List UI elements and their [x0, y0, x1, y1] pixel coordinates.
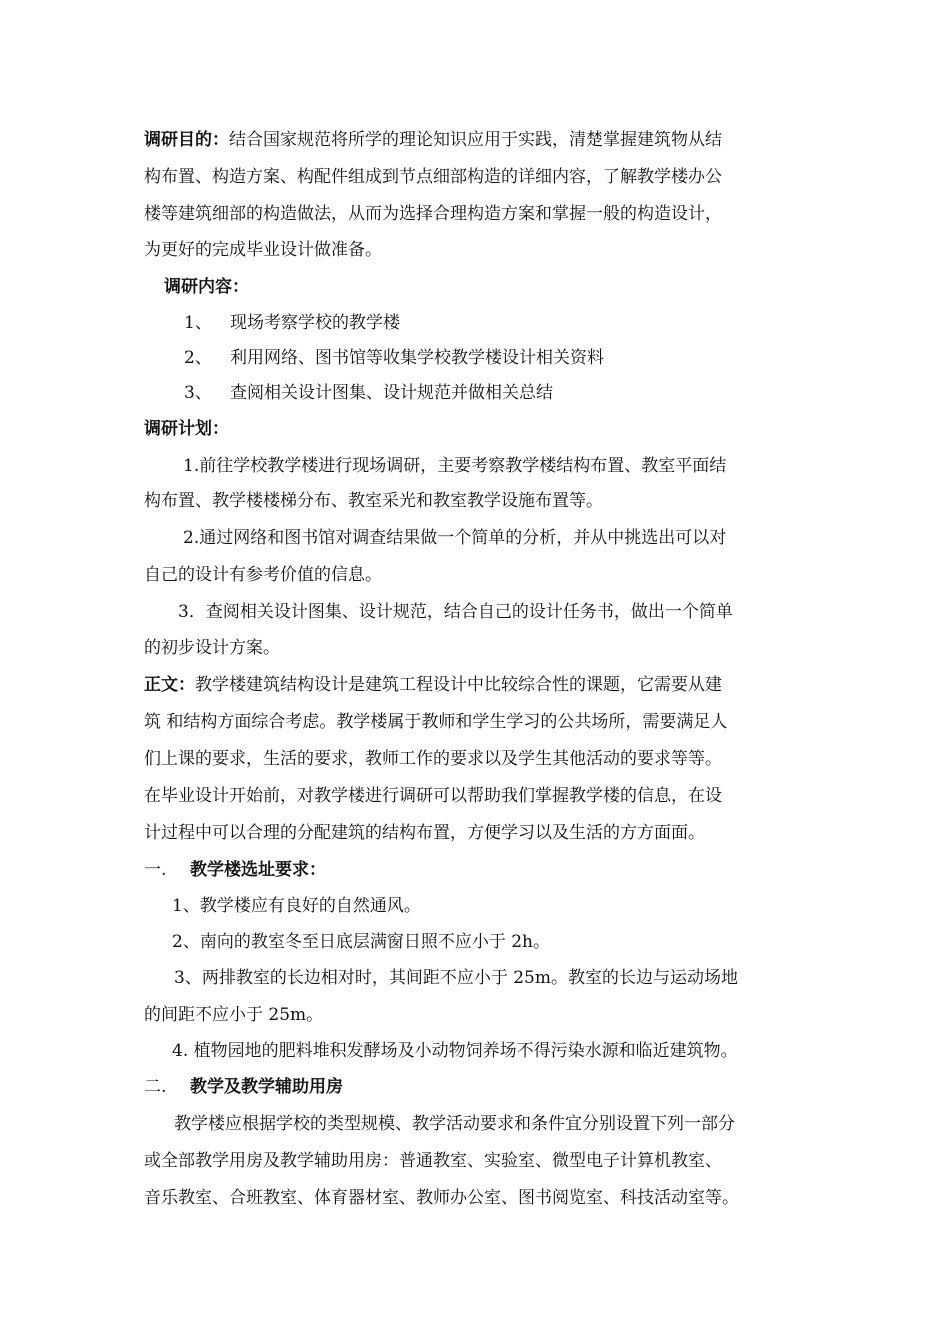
purpose-line-2: 构布置、构造方案、构配件组成到节点细部构造的详细内容，了解教学楼办公	[144, 167, 722, 187]
purpose-label: 调研目的：	[144, 130, 229, 150]
section1-heading	[144, 859, 824, 881]
content-item-number: 3、	[184, 383, 212, 403]
body-line-2: 筑 和结构方面综合考虑。教学楼属于教师和学生学习的公共场所，需要满足人	[144, 712, 728, 732]
section2-line-1: 教学楼应根据学校的类型规模、教学活动要求和条件宜分别设置下列一部分	[174, 1114, 735, 1134]
section2-line-3: 音乐教室、合班教室、体育器材室、教师办公室、图书阅览室、科技活动室等。	[144, 1188, 739, 1208]
body-line-3: 们上课的要求，生活的要求，教师工作的要求以及学生其他活动的要求等等。	[144, 749, 722, 769]
purpose-line-1	[144, 129, 824, 151]
content-item-3	[184, 382, 864, 404]
section2-heading	[144, 1076, 824, 1098]
plan-line-5: 3．查阅相关设计图集、设计规范，结合自己的设计任务书，做出一个简单	[178, 602, 733, 622]
section2-title: 教学及教学辅助用房	[190, 1077, 343, 1097]
body-line-1	[144, 674, 824, 696]
section2-number: 二.	[144, 1077, 167, 1097]
plan-line-4: 自己的设计有参考价值的信息。	[144, 565, 382, 585]
body-line-5: 计过程中可以合理的分配建筑的结构布置，方便学习以及生活的方方面面。	[144, 823, 705, 843]
section1-line-2: 2、南向的教室冬至日底层满窗日照不应小于 2h。	[172, 932, 550, 952]
body-text: 教学楼建筑结构设计是建筑工程设计中比较综合性的课题，它需要从建	[195, 675, 722, 695]
section1-line-1: 1、教学楼应有良好的自然通风。	[172, 896, 421, 916]
purpose-line-4: 为更好的完成毕业设计做准备。	[144, 240, 382, 260]
plan-line-6: 的初步设计方案。	[144, 638, 280, 658]
section2-line-2: 或全部教学用房及教学辅助用房：普通教室、实验室、微型电子计算机教室、	[144, 1151, 722, 1171]
body-line-4: 在毕业设计开始前，对教学楼进行调研可以帮助我们掌握教学楼的信息，在设	[144, 786, 722, 806]
purpose-line-3: 楼等建筑细部的构造做法，从而为选择合理构造方案和掌握一般的构造设计，	[144, 204, 722, 224]
content-label: 调研内容：	[164, 277, 249, 297]
section1-line-5: 4. 植物园地的肥料堆积发酵场及小动物饲养场不得污染水源和临近建筑物。	[172, 1041, 738, 1061]
section1-number: 一.	[144, 860, 167, 880]
section1-line-4: 的间距不应小于 25m。	[144, 1005, 324, 1025]
content-item-number: 2、	[184, 348, 212, 368]
content-item-text: 查阅相关设计图集、设计规范并做相关总结	[230, 383, 553, 403]
content-item-text: 现场考察学校的教学楼	[230, 313, 400, 333]
section1-line-3: 3、两排教室的长边相对时，其间距不应小于 25m。教室的长边与运动场地	[174, 968, 738, 988]
plan-line-2: 构布置、教学楼楼梯分布、教室采光和教室教学设施布置等。	[144, 491, 603, 511]
purpose-text: 结合国家规范将所学的理论知识应用于实践，清楚掌握建筑物从结	[229, 130, 722, 150]
plan-line-3: 2.通过网络和图书馆对调查结果做一个简单的分析，并从中挑选出可以对	[183, 528, 727, 548]
plan-line-1: 1.前往学校教学楼进行现场调研，主要考察教学楼结构布置、教室平面结	[183, 456, 727, 476]
content-item-2	[184, 347, 864, 369]
plan-label: 调研计划：	[144, 419, 229, 439]
body-label: 正文：	[144, 675, 195, 695]
content-item-number: 1、	[184, 313, 212, 333]
section1-title: 教学楼选址要求：	[190, 860, 326, 880]
content-item-1	[184, 312, 864, 334]
content-item-text: 利用网络、图书馆等收集学校教学楼设计相关资料	[230, 348, 604, 368]
